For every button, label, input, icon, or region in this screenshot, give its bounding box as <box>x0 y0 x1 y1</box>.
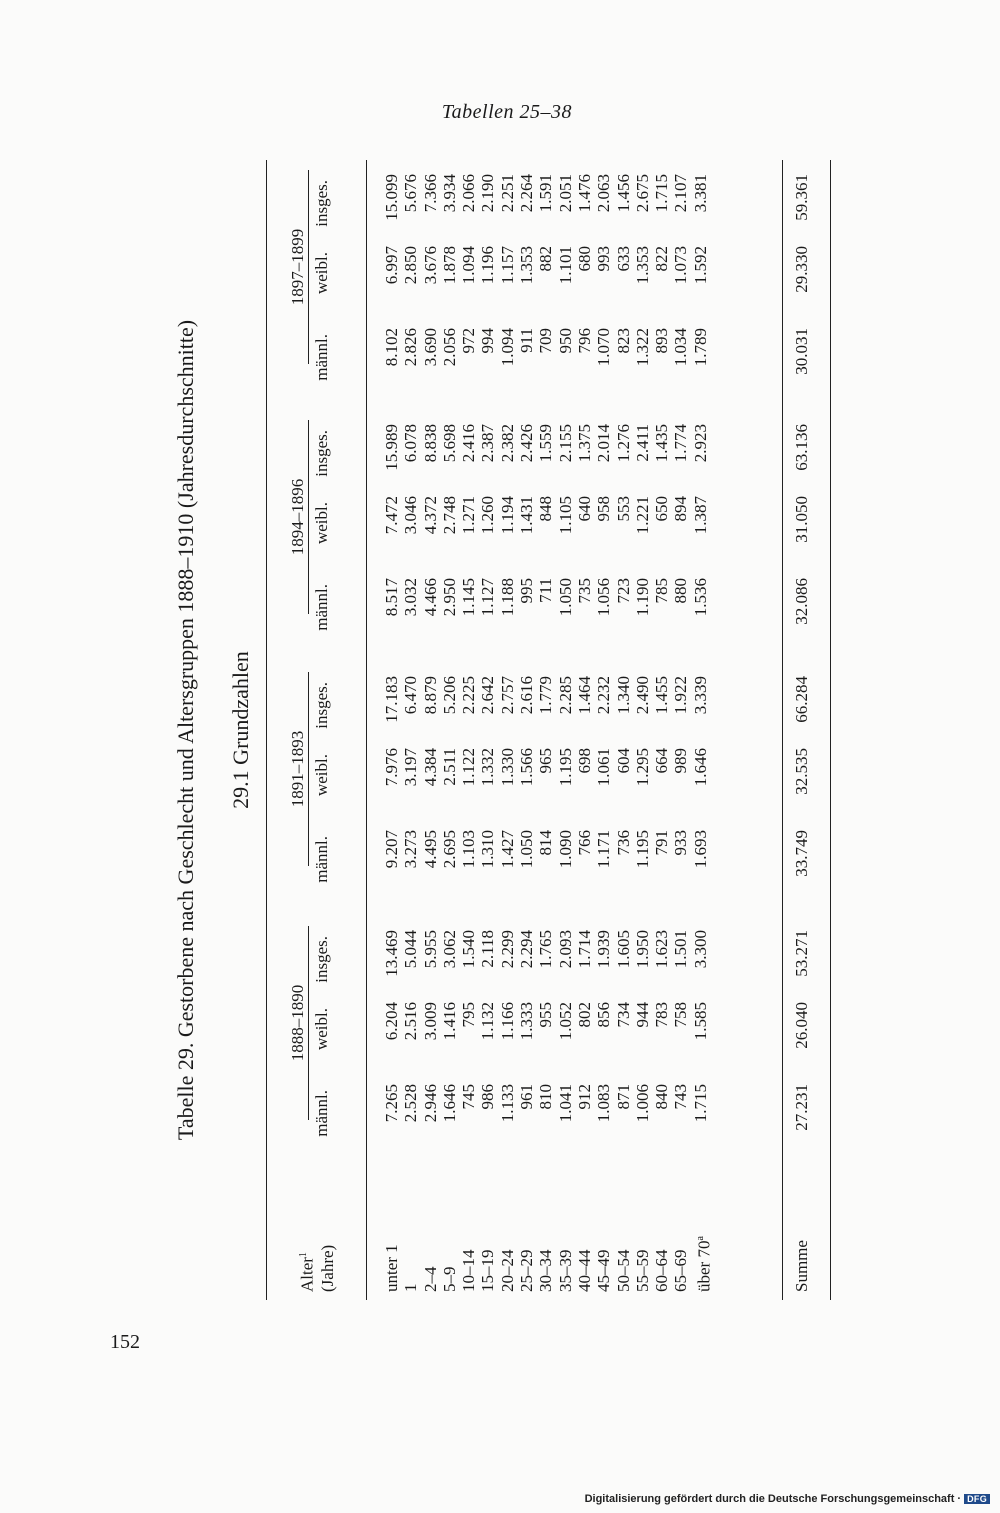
table-cell: 2.642 <box>478 676 498 715</box>
dfg-logo: DFG <box>964 1494 990 1504</box>
table-cell: 893 <box>652 328 672 354</box>
table-cell: 2.056 <box>439 328 459 367</box>
table-cell: 1.105 <box>555 496 575 535</box>
table-cell: 1.310 <box>478 830 498 869</box>
period-header: 1897–1899 <box>288 228 307 306</box>
table-cell: 1.103 <box>459 830 479 869</box>
sum-cell: 33.749 <box>792 830 811 877</box>
table-cell: 5.698 <box>439 424 459 463</box>
table-cell: 1.101 <box>555 246 575 285</box>
table-cell: 1.566 <box>517 748 537 787</box>
age-label: 50–54 <box>613 1249 633 1292</box>
age-label: 60–64 <box>652 1249 672 1292</box>
table-cell: 1.260 <box>478 496 498 535</box>
table-cell: 13.469 <box>382 930 401 977</box>
sum-rule <box>782 160 783 1300</box>
table-cell: 2.294 <box>517 930 537 969</box>
table-cell: 1.585 <box>690 1002 710 1041</box>
table-cell: 1.195 <box>632 830 652 869</box>
table-cell: 2.063 <box>594 174 614 213</box>
table-cell: 2.066 <box>459 174 479 213</box>
table-cell: 711 <box>536 578 556 603</box>
table-cell: 1.939 <box>594 930 614 969</box>
table-cell: 2.416 <box>459 424 479 463</box>
table-cell: 995 <box>517 578 537 604</box>
table-cell: 986 <box>478 1084 498 1110</box>
table-cell: 2.051 <box>555 174 575 213</box>
table-cell: 1.276 <box>613 424 633 463</box>
table-cell: 3.032 <box>401 578 421 617</box>
column-subheader: weibl. <box>312 502 331 545</box>
table-cell: 1.431 <box>517 496 537 535</box>
table-cell: 1.765 <box>536 930 556 969</box>
table-cell: 6.470 <box>401 676 421 715</box>
table-cell: 4.466 <box>420 578 440 617</box>
table-cell: 1.435 <box>652 424 672 463</box>
table-cell: 1.196 <box>478 246 498 285</box>
table-cell: 2.107 <box>671 174 691 213</box>
table-cell: 15.099 <box>382 174 401 221</box>
age-header <box>294 1245 338 1292</box>
table-cell: 1.715 <box>652 174 672 213</box>
sum-cell: 66.284 <box>792 676 811 723</box>
table-cell: 5.955 <box>420 930 440 969</box>
table-cell: 8.879 <box>420 676 440 715</box>
table-cell: 766 <box>574 830 594 856</box>
table-cell: 7.265 <box>382 1084 401 1123</box>
table-cell: 856 <box>594 1002 614 1028</box>
sum-cell: 32.535 <box>792 748 811 795</box>
table-cell: 3.197 <box>401 748 421 787</box>
table-cell: 2.490 <box>632 676 652 715</box>
table-cell: 1.455 <box>652 676 672 715</box>
table-cell: 2.426 <box>517 424 537 463</box>
age-label: 65–69 <box>671 1249 691 1292</box>
table-cell: 1.592 <box>690 246 710 285</box>
table-cell: 633 <box>613 246 633 272</box>
data-column <box>382 246 710 314</box>
age-label: 25–29 <box>517 1249 537 1292</box>
table-cell: 795 <box>459 1002 479 1028</box>
table-cell: 944 <box>632 1002 652 1028</box>
age-label: über 70$^a$ <box>694 1236 714 1292</box>
table-cell: 2.232 <box>594 676 614 715</box>
table-cell: 604 <box>613 748 633 774</box>
table-cell: 723 <box>613 578 633 604</box>
age-header-footnote: 1 <box>298 1252 309 1258</box>
age-label: 1 <box>401 1283 421 1292</box>
table-cell: 2.014 <box>594 424 614 463</box>
table-cell: 1.133 <box>497 1084 517 1123</box>
table-cell: 5.044 <box>401 930 421 969</box>
table-cell: 994 <box>478 328 498 354</box>
table-cell: 553 <box>613 496 633 522</box>
table-cell: 3.062 <box>439 930 459 969</box>
data-column <box>382 578 710 646</box>
age-label: 45–49 <box>594 1249 614 1292</box>
age-label: 15–19 <box>478 1249 498 1292</box>
table-cell: 955 <box>536 1002 556 1028</box>
sum-cell: 32.086 <box>792 578 811 625</box>
table-cell: 2.093 <box>555 930 575 969</box>
table-cell: 958 <box>594 496 614 522</box>
table-cell: 5.206 <box>439 676 459 715</box>
age-label: 35–39 <box>555 1249 575 1292</box>
table-cell: 8.517 <box>382 578 401 617</box>
table-cell: 1.166 <box>497 1002 517 1041</box>
column-subheader: insges. <box>312 430 331 477</box>
table-cell: 871 <box>613 1084 633 1110</box>
table-cell: 1.295 <box>632 748 652 787</box>
table-cell: 1.190 <box>632 578 652 617</box>
table-cell: 3.676 <box>420 246 440 285</box>
table-cell: 3.381 <box>690 174 710 213</box>
table-cell: 894 <box>671 496 691 522</box>
table-cell: 2.950 <box>439 578 459 617</box>
table-cell: 882 <box>536 246 556 272</box>
table-cell: 4.372 <box>420 496 440 535</box>
column-subheader: insges. <box>312 936 331 983</box>
table-cell: 972 <box>459 328 479 354</box>
table-cell: 1.083 <box>594 1084 614 1123</box>
table-cell: 823 <box>613 328 633 354</box>
table-cell: 1.090 <box>555 830 575 869</box>
table-cell: 933 <box>671 830 691 856</box>
table-cell: 1.714 <box>574 930 594 969</box>
table-cell: 1.041 <box>555 1084 575 1123</box>
column-subheader: weibl. <box>312 754 331 797</box>
data-column <box>382 830 710 898</box>
table-cell: 17.183 <box>382 676 401 723</box>
table-cell: 3.690 <box>420 328 440 367</box>
table-cell: 2.411 <box>632 424 652 462</box>
age-header-label: Alter <box>297 1257 317 1292</box>
data-column <box>382 174 710 242</box>
table-cell: 965 <box>536 748 556 774</box>
age-label: unter 1 <box>382 1244 401 1292</box>
age-label: 55–59 <box>632 1249 652 1292</box>
page-number: 152 <box>110 1331 140 1353</box>
table-cell: 3.300 <box>690 930 710 969</box>
table-cell: 2.387 <box>478 424 498 463</box>
footer <box>585 1493 990 1505</box>
table-cell: 758 <box>671 1002 691 1028</box>
table-cell: 1.476 <box>574 174 594 213</box>
table-cell: 7.976 <box>382 748 401 787</box>
table-cell: 950 <box>555 328 575 354</box>
table-top-rule <box>266 160 267 1300</box>
column-subheader: männl. <box>312 334 331 381</box>
table-cell: 1.427 <box>497 830 517 869</box>
sum-label: Summe <box>792 1240 811 1292</box>
table-cell: 1.779 <box>536 676 556 715</box>
table-cell: 993 <box>594 246 614 272</box>
table-cell: 1.050 <box>517 830 537 869</box>
age-label: 10–14 <box>459 1249 479 1292</box>
table-cell: 1.536 <box>690 578 710 617</box>
table-cell: 1.194 <box>497 496 517 535</box>
table-cell: 4.384 <box>420 748 440 787</box>
sum-cell: 27.231 <box>792 1084 811 1131</box>
table-cell: 1.050 <box>555 578 575 617</box>
table-cell: 1.774 <box>671 424 691 463</box>
table-cell: 1.646 <box>690 748 710 787</box>
age-header-unit: (Jahre) <box>317 1244 337 1292</box>
table-cell: 7.472 <box>382 496 401 535</box>
table-cell: 2.299 <box>497 930 517 969</box>
table-cell: 2.616 <box>517 676 537 715</box>
table-cell: 1.715 <box>690 1084 710 1123</box>
data-column <box>382 748 710 816</box>
column-subheader: männl. <box>312 1090 331 1137</box>
period-rule <box>308 170 309 364</box>
table-cell: 1.322 <box>632 328 652 367</box>
table-cell: 802 <box>574 1002 594 1028</box>
table-cell: 2.695 <box>439 830 459 869</box>
table-cell: 822 <box>652 246 672 272</box>
table-cell: 880 <box>671 578 691 604</box>
column-subheader: insges. <box>312 180 331 227</box>
table-cell: 840 <box>652 1084 672 1110</box>
table-cell: 1.056 <box>594 578 614 617</box>
table-cell: 1.171 <box>594 830 614 869</box>
table-cell: 3.934 <box>439 174 459 213</box>
rotated-table-block <box>170 160 850 1300</box>
period-rule <box>308 420 309 614</box>
table-cell: 1.070 <box>594 328 614 367</box>
table-cell: 9.207 <box>382 830 401 869</box>
age-label: 5–9 <box>439 1266 459 1292</box>
data-column <box>382 1084 710 1152</box>
table-cell: 2.225 <box>459 676 479 715</box>
data-column <box>382 328 710 396</box>
age-label: 2–4 <box>420 1266 440 1292</box>
table-cell: 6.204 <box>382 1002 401 1041</box>
table-cell: 1.094 <box>459 246 479 285</box>
table-subtitle: 29.1 Grundzahlen <box>228 651 253 809</box>
table-cell: 961 <box>517 1084 537 1110</box>
table-cell: 664 <box>652 748 672 774</box>
age-label: 30–34 <box>536 1249 556 1292</box>
table-cell: 791 <box>652 830 672 856</box>
period-header: 1894–1896 <box>288 478 307 556</box>
table-cell: 1.006 <box>632 1084 652 1123</box>
table-cell: 2.528 <box>401 1084 421 1123</box>
table-cell: 1.195 <box>555 748 575 787</box>
table-cell: 1.950 <box>632 930 652 969</box>
table-cell: 1.094 <box>497 328 517 367</box>
table-cell: 989 <box>671 748 691 774</box>
table-cell: 1.145 <box>459 578 479 617</box>
table-cell: 2.675 <box>632 174 652 213</box>
table-cell: 911 <box>517 328 537 353</box>
table-cell: 2.382 <box>497 424 517 463</box>
table-bottom-rule <box>830 160 831 1300</box>
data-column <box>382 424 710 492</box>
table-cell: 1.353 <box>517 246 537 285</box>
table-cell: 2.251 <box>497 174 517 213</box>
period-header: 1888–1890 <box>288 984 307 1062</box>
table-cell: 2.285 <box>555 676 575 715</box>
table-cell: 709 <box>536 328 556 354</box>
table-cell: 1.387 <box>690 496 710 535</box>
sum-cell: 31.050 <box>792 496 811 543</box>
table-cell: 2.118 <box>478 930 498 968</box>
column-subheader: männl. <box>312 836 331 883</box>
table-cell: 2.946 <box>420 1084 440 1123</box>
table-cell: 6.078 <box>401 424 421 463</box>
table-cell: 1.052 <box>555 1002 575 1041</box>
table-cell: 1.375 <box>574 424 594 463</box>
table-cell: 743 <box>671 1084 691 1110</box>
table-cell: 2.757 <box>497 676 517 715</box>
table-cell: 2.850 <box>401 246 421 285</box>
table-cell: 1.501 <box>671 930 691 969</box>
column-subheader: insges. <box>312 682 331 729</box>
table-cell: 3.046 <box>401 496 421 535</box>
table-cell: 1.332 <box>478 748 498 787</box>
table-cell: 814 <box>536 830 556 856</box>
column-subheader: weibl. <box>312 252 331 295</box>
table-cell: 912 <box>574 1084 594 1110</box>
sum-cell: 63.136 <box>792 424 811 471</box>
table-cell: 2.826 <box>401 328 421 367</box>
table-cell: 1.623 <box>652 930 672 969</box>
table-cell: 2.511 <box>439 748 459 786</box>
age-label: 20–24 <box>497 1249 517 1292</box>
sum-cell: 29.330 <box>792 246 811 293</box>
data-column <box>382 1002 710 1070</box>
table-cell: 650 <box>652 496 672 522</box>
table-cell: 1.340 <box>613 676 633 715</box>
table-cell: 783 <box>652 1002 672 1028</box>
table-cell: 1.221 <box>632 496 652 535</box>
table-cell: 1.157 <box>497 246 517 285</box>
table-cell: 1.132 <box>478 1002 498 1041</box>
table-cell: 735 <box>574 578 594 604</box>
table-cell: 1.591 <box>536 174 556 213</box>
column-subheader: männl. <box>312 584 331 631</box>
data-column <box>382 930 710 998</box>
table-cell: 2.264 <box>517 174 537 213</box>
table-cell: 8.838 <box>420 424 440 463</box>
period-header: 1891–1893 <box>288 730 307 808</box>
table-cell: 640 <box>574 496 594 522</box>
table-cell: 1.922 <box>671 676 691 715</box>
period-rule <box>308 672 309 866</box>
age-footnote: a <box>694 1236 706 1241</box>
table-cell: 1.188 <box>497 578 517 617</box>
data-column <box>382 676 710 744</box>
sum-cell: 53.271 <box>792 930 811 977</box>
table-cell: 1.122 <box>459 748 479 787</box>
table-cell: 3.009 <box>420 1002 440 1041</box>
table-cell: 1.073 <box>671 246 691 285</box>
table-cell: 785 <box>652 578 672 604</box>
table-cell: 1.034 <box>671 328 691 367</box>
table-cell: 3.273 <box>401 830 421 869</box>
table-cell: 1.605 <box>613 930 633 969</box>
table-cell: 1.559 <box>536 424 556 463</box>
table-cell: 1.271 <box>459 496 479 535</box>
table-cell: 2.923 <box>690 424 710 463</box>
table-cell: 8.102 <box>382 328 401 367</box>
table-cell: 1.061 <box>594 748 614 787</box>
table-cell: 1.464 <box>574 676 594 715</box>
table-cell: 848 <box>536 496 556 522</box>
table-cell: 2.516 <box>401 1002 421 1041</box>
table-cell: 1.353 <box>632 246 652 285</box>
table-cell: 2.155 <box>555 424 575 463</box>
footer-text: Digitalisierung gefördert durch die Deutsche Forschungsgemeinschaft · <box>584 1493 962 1505</box>
running-head: Tabellen 25–38 <box>441 101 572 123</box>
sum-cell: 59.361 <box>792 174 811 221</box>
table-cell: 1.333 <box>517 1002 537 1041</box>
table-cell: 1.456 <box>613 174 633 213</box>
age-label: 40–44 <box>574 1249 594 1292</box>
table-cell: 736 <box>613 830 633 856</box>
table-title: Tabelle 29. Gestorbene nach Geschlecht und Altersgruppen 1888–1910 (Jahresdurchschnitte) <box>173 319 198 1141</box>
table-cell: 1.540 <box>459 930 479 969</box>
table-cell: 6.997 <box>382 246 401 285</box>
table-cell: 1.416 <box>439 1002 459 1041</box>
table-cell: 745 <box>459 1084 479 1110</box>
table-cell: 1.646 <box>439 1084 459 1123</box>
table-cell: 796 <box>574 328 594 354</box>
table-cell: 1.330 <box>497 748 517 787</box>
table-cell: 1.127 <box>478 578 498 617</box>
column-subheader: weibl. <box>312 1008 331 1051</box>
table-cell: 4.495 <box>420 830 440 869</box>
table-cell: 734 <box>613 1002 633 1028</box>
table-cell: 2.748 <box>439 496 459 535</box>
header-rule <box>366 160 367 1300</box>
age-column <box>382 1202 714 1292</box>
table-cell: 5.676 <box>401 174 421 213</box>
data-column <box>382 496 710 564</box>
table-cell: 1.789 <box>690 328 710 367</box>
table-cell: 680 <box>574 246 594 272</box>
table-cell: 3.339 <box>690 676 710 715</box>
period-rule <box>308 926 309 1120</box>
table-cell: 810 <box>536 1084 556 1110</box>
table-cell: 15.989 <box>382 424 401 471</box>
table-cell: 1.693 <box>690 830 710 869</box>
table-cell: 1.878 <box>439 246 459 285</box>
sum-cell: 26.040 <box>792 1002 811 1049</box>
table-cell: 2.190 <box>478 174 498 213</box>
table-cell: 7.366 <box>420 174 440 213</box>
sum-cell: 30.031 <box>792 328 811 375</box>
table-cell: 698 <box>574 748 594 774</box>
